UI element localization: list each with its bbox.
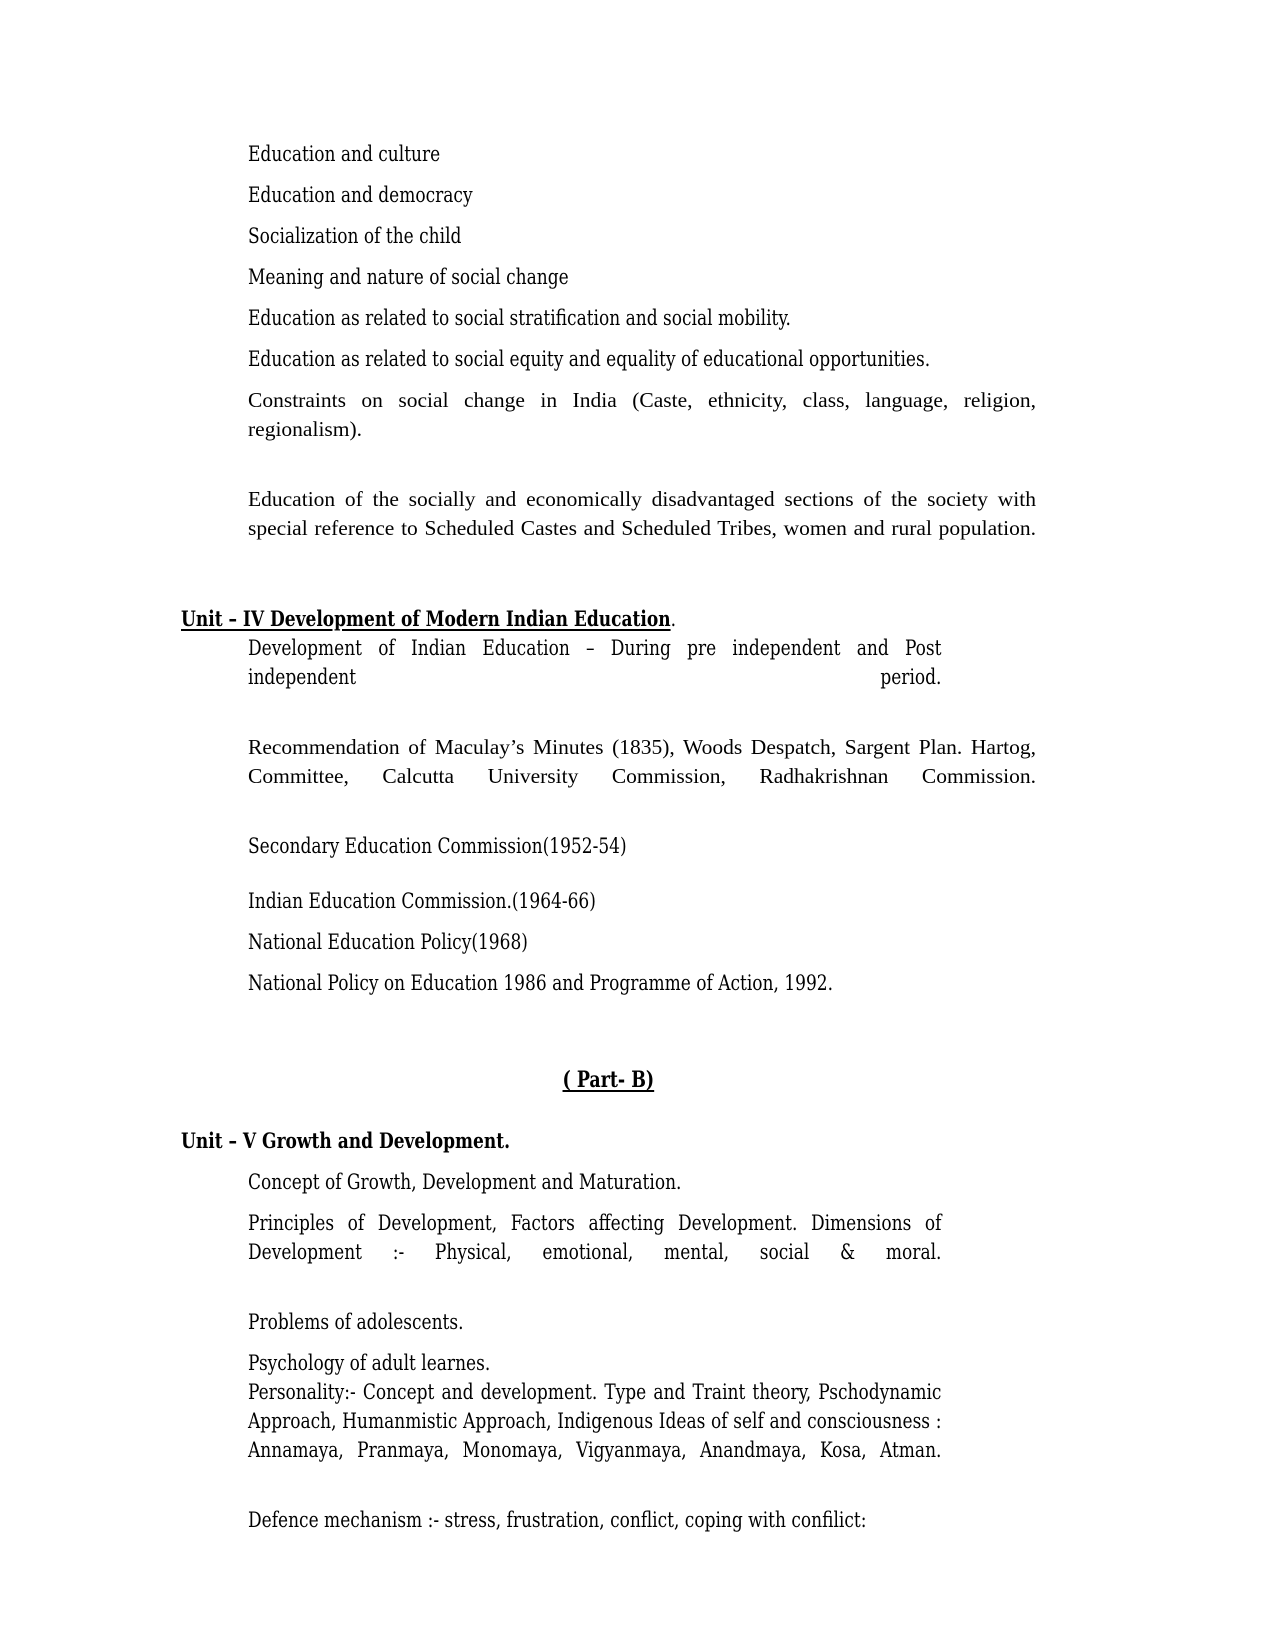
unit4-topic-5 bbox=[248, 928, 941, 957]
unit4-topic-1-text: Development of Indian Education – During pre independent and Post independent period. bbox=[248, 636, 942, 690]
unit3-topic-2 bbox=[248, 181, 941, 210]
unit3-topic-5-text: Education as related to social stratification and social mobility. bbox=[248, 306, 791, 331]
unit4-topic-6 bbox=[248, 969, 941, 998]
unit5-topic-3-text: Problems of adolescents. bbox=[248, 1310, 464, 1335]
page-content bbox=[181, 140, 1036, 1547]
unit3-topic-7-text: Constraints on social change in India (Caste, ethnicity, class, language, religion, regionalism). bbox=[248, 388, 1036, 441]
unit5-topic-list bbox=[181, 1168, 1036, 1535]
unit5-heading bbox=[181, 1128, 1036, 1156]
unit3-topic-1 bbox=[248, 140, 941, 169]
unit5-topic-5 bbox=[248, 1378, 941, 1494]
unit5-topic-2-text: Principles of Development, Factors affecting Development. Dimensions of Development :- Physical, emotional, mental, social & moral. bbox=[248, 1211, 942, 1265]
unit3-topic-6 bbox=[248, 345, 941, 374]
unit5-topic-6-text: Defence mechanism :- stress, frustration, conflict, coping with confilict: bbox=[248, 1508, 867, 1533]
spacer-before-unit4 bbox=[181, 584, 1036, 606]
unit3-topic-3 bbox=[248, 222, 941, 251]
unit3-topic-8 bbox=[248, 485, 1036, 572]
unit3-topic-6-text: Education as related to social equity and equality of educational opportunities. bbox=[248, 347, 931, 372]
part-b-title bbox=[181, 1066, 1036, 1094]
unit3-topic-8-text: Education of the socially and economically disadvantaged sections of the society with special reference to Scheduled Castes and Scheduled Tribes, women and rural population. bbox=[248, 487, 1036, 540]
unit4-topic-4 bbox=[248, 887, 941, 916]
unit4-topic-3 bbox=[248, 832, 941, 861]
unit5-topic-4-text: Psychology of adult learnes. bbox=[248, 1351, 491, 1376]
unit4-topic-list bbox=[181, 634, 1036, 998]
unit4-topic-2-text: Recommendation of Maculay’s Minutes (1835), Woods Despatch, Sargent Plan. Hartog, Committee, Calcutta University Commission, Radhakrishnan Commission. bbox=[248, 735, 1036, 788]
unit5-topic-4 bbox=[248, 1349, 941, 1378]
unit3-topic-1-text: Education and culture bbox=[248, 142, 441, 167]
spacer-after-partb bbox=[181, 1094, 1036, 1128]
unit5-topic-6 bbox=[248, 1506, 941, 1535]
unit4-heading-period: . bbox=[670, 607, 676, 632]
unit4-topic-4-text: Indian Education Commission.(1964-66) bbox=[248, 889, 596, 914]
unit5-topic-1-text: Concept of Growth, Development and Maturation. bbox=[248, 1170, 682, 1195]
unit5-topic-3 bbox=[248, 1308, 941, 1337]
unit4-topic-6-text: National Policy on Education 1986 and Programme of Action, 1992. bbox=[248, 971, 834, 996]
unit4-topic-2 bbox=[248, 733, 1036, 820]
unit3-topic-list bbox=[181, 140, 1036, 572]
unit5-heading-text: Unit – V Growth and Development. bbox=[181, 1129, 510, 1154]
unit3-topic-7 bbox=[248, 386, 1036, 473]
part-b-title-text: ( Part- B) bbox=[562, 1067, 655, 1093]
unit4-topic-5-text: National Education Policy(1968) bbox=[248, 930, 528, 955]
unit4-heading-text: Unit – IV Development of Modern Indian Education bbox=[181, 607, 671, 632]
unit5-topic-2 bbox=[248, 1209, 941, 1296]
unit4-heading bbox=[181, 606, 1036, 634]
unit3-topic-4 bbox=[248, 263, 941, 292]
unit3-topic-3-text: Socialization of the child bbox=[248, 224, 462, 249]
unit3-topic-2-text: Education and democracy bbox=[248, 183, 473, 208]
unit3-topic-4-text: Meaning and nature of social change bbox=[248, 265, 569, 290]
spacer-after-unit5-heading bbox=[181, 1156, 1036, 1168]
unit5-topic-5-text: Personality:- Concept and development. Type and Traint theory, Pschodynamic Approach, Humanmistic Approach, Indigenous Ideas of self and consciousness : Annamaya, Pranmaya, Monomaya, Vigyanmaya, Anandmaya, Kosa, Atman. bbox=[248, 1380, 942, 1463]
unit3-topic-5 bbox=[248, 304, 941, 333]
unit4-topic-3-text: Secondary Education Commission(1952-54) bbox=[248, 834, 627, 859]
unit4-topic-1 bbox=[248, 634, 941, 721]
spacer-before-partb bbox=[181, 1010, 1036, 1066]
unit5-topic-1 bbox=[248, 1168, 941, 1197]
